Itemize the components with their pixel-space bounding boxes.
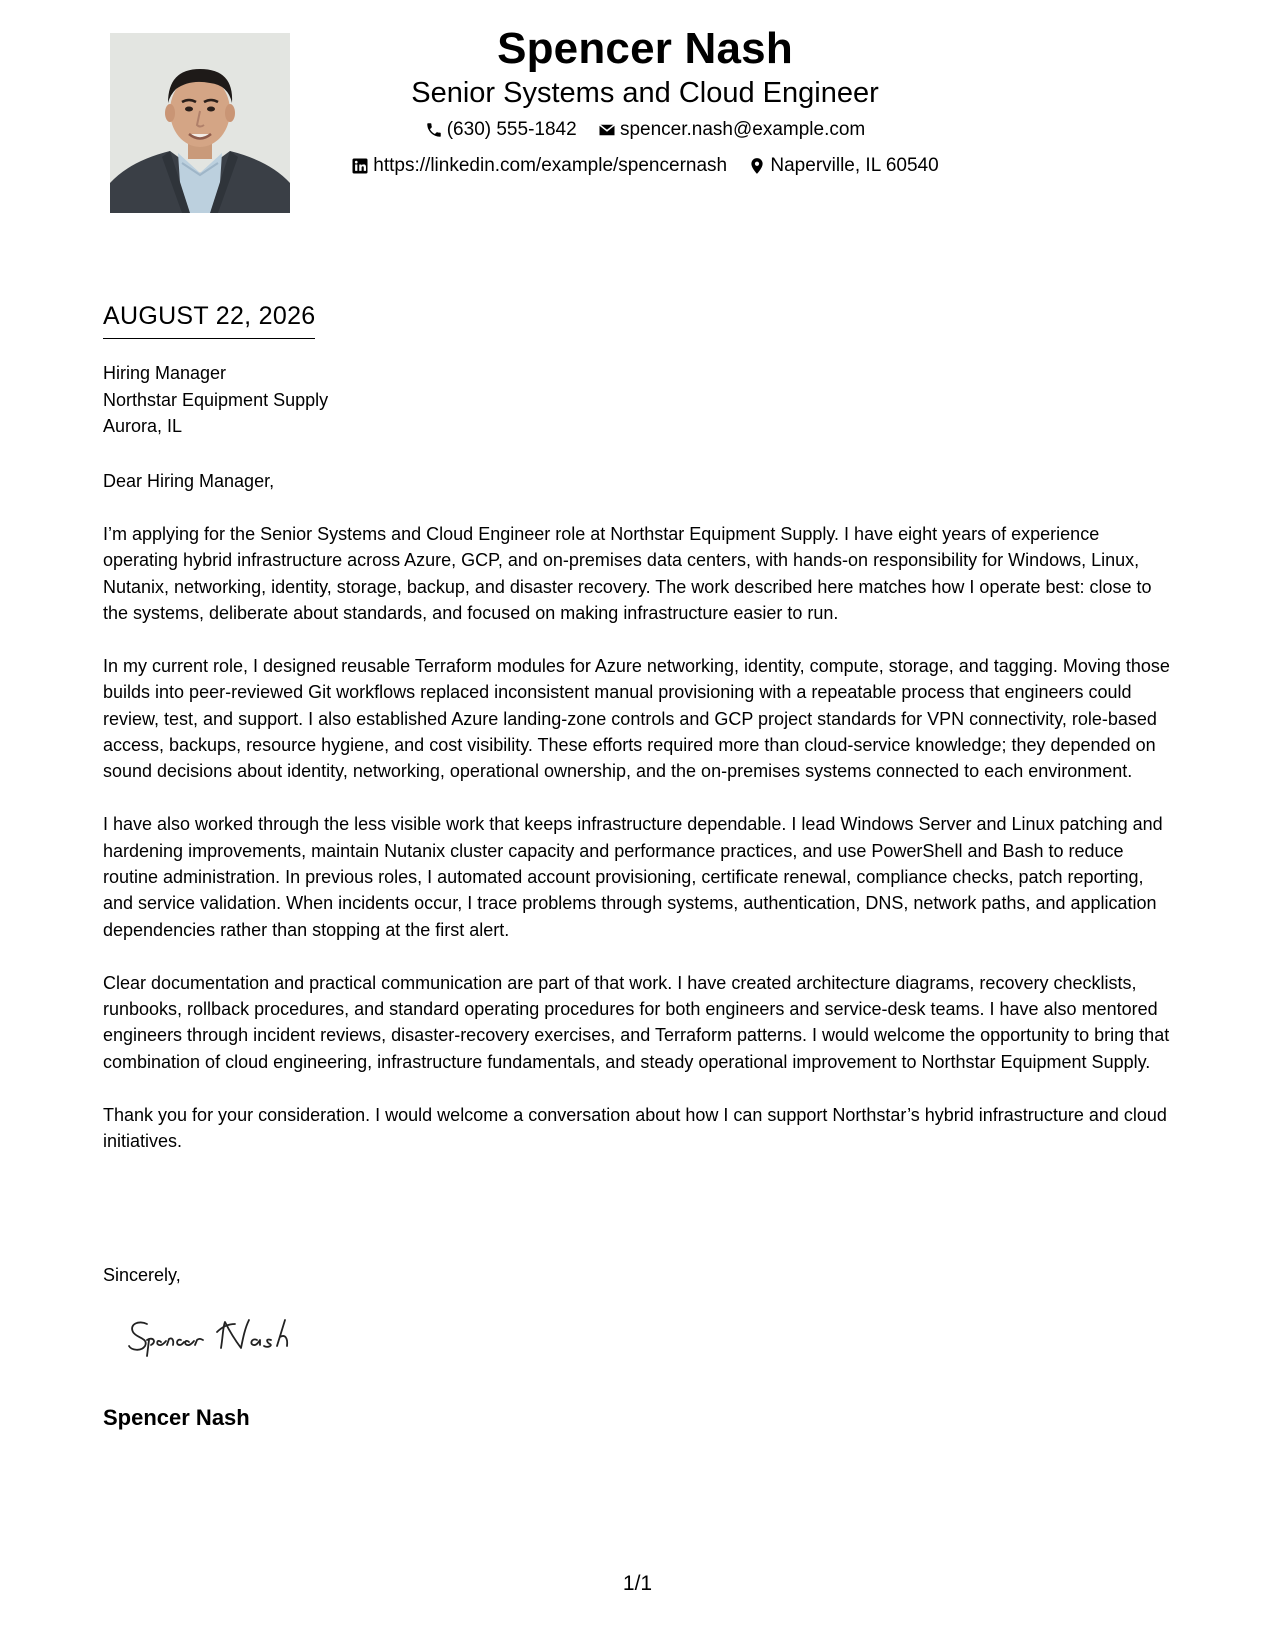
handwritten-signature	[125, 1312, 345, 1360]
profile-photo-image	[110, 33, 290, 213]
signature-drawing	[125, 1312, 345, 1360]
body-paragraph: Clear documentation and practical communication are part of that work. I have created architecture diagrams, recovery checklists, runbooks, rollback procedures, and standard operating procedures for both engineers and service-desk teams. I have also mentored engineers through incident reviews, disaster-recovery exercises, and Terraform patterns. I would welcome the opportunity to bring that combination of cloud engineering, infrastructure fundamentals, and steady operational improvement to Northstar Equipment Supply.	[103, 972, 1170, 1072]
body-paragraph: In my current role, I designed reusable Terraform modules for Azure networking, identity, compute, storage, and tagging. Moving those builds into peer-reviewed Git workflows replaced inconsistent manual provisioning with a repeatable process that engineers could review, test, and support. I also established Azure landing-zone controls and GCP project standards for VPN connectivity, role-based access, backups, resource hygiene, and cost visibility. These efforts required more than cloud-service knowledge; they depended on sound decisions about identity, networking, operational ownership, and the on-premises systems connected to each environment.	[103, 655, 1170, 782]
salutation: Dear Hiring Manager,	[103, 471, 275, 491]
map-pin-icon	[748, 157, 766, 175]
letter-date: AUGUST 22, 2026	[103, 300, 315, 339]
applicant-name: Spencer Nash	[497, 24, 793, 73]
linkedin-url[interactable]: https://linkedin.com/example/spencernash	[373, 155, 728, 176]
recipient-line: Northstar Equipment Supply	[103, 389, 329, 410]
contact-row-primary	[300, 118, 990, 146]
contact-linkedin[interactable]	[351, 154, 727, 178]
applicant-title: Senior Systems and Cloud Engineer	[411, 77, 879, 109]
contact-email[interactable]	[598, 118, 865, 142]
profile-photo	[110, 33, 290, 213]
body-paragraph: I have also worked through the less visible work that keeps infrastructure dependable. I lead Windows Server and Linux patching and hardening improvements, maintain Nutanix cluster capacity and performance practices, and use PowerShell and Bash to reduce routine administration. In previous roles, I automated account provisioning, certificate renewal, compliance checks, patch reporting, and service validation. When incidents occur, I trace problems through systems, authentication, DNS, network paths, and application dependencies rather than stopping at the first alert.	[103, 814, 1163, 940]
body-paragraph: Thank you for your consideration. I would welcome a conversation about how I can support Northstar’s hybrid infrastructure and cloud initiatives.	[103, 1104, 1167, 1152]
recipient-line: Hiring Manager	[103, 363, 227, 383]
contact-location	[748, 154, 938, 178]
contact-row-secondary	[300, 154, 990, 182]
contact-phone	[425, 118, 577, 142]
recipient-line: Aurora, IL	[103, 416, 183, 436]
linkedin-icon	[351, 157, 369, 175]
signed-name: Spencer Nash	[103, 1405, 250, 1430]
recipient-block	[103, 360, 328, 440]
phone-icon	[425, 121, 443, 139]
email-address[interactable]: spencer.nash@example.com	[619, 119, 866, 140]
letter-body	[103, 468, 1178, 1181]
envelope-icon	[598, 121, 616, 139]
body-paragraph: I’m applying for the Senior Systems and Cloud Engineer role at Northstar Equipment Supply. I have eight years of experience operating hybrid infrastructure across Azure, GCP, and on-premises data centers, with hands-on responsibility for Windows, Linux, Nutanix, networking, identity, storage, backup, and disaster recovery. The work described here matches how I operate best: close to the systems, deliberate about standards, and focused on making infrastructure easier to run.	[103, 523, 1152, 624]
phone-number: (630) 555-1842	[446, 119, 577, 140]
closing: Sincerely,	[103, 1265, 181, 1285]
letter-header	[300, 22, 990, 182]
location-text: Naperville, IL 60540	[770, 155, 939, 176]
page-number: 1/1	[622, 1572, 653, 1595]
